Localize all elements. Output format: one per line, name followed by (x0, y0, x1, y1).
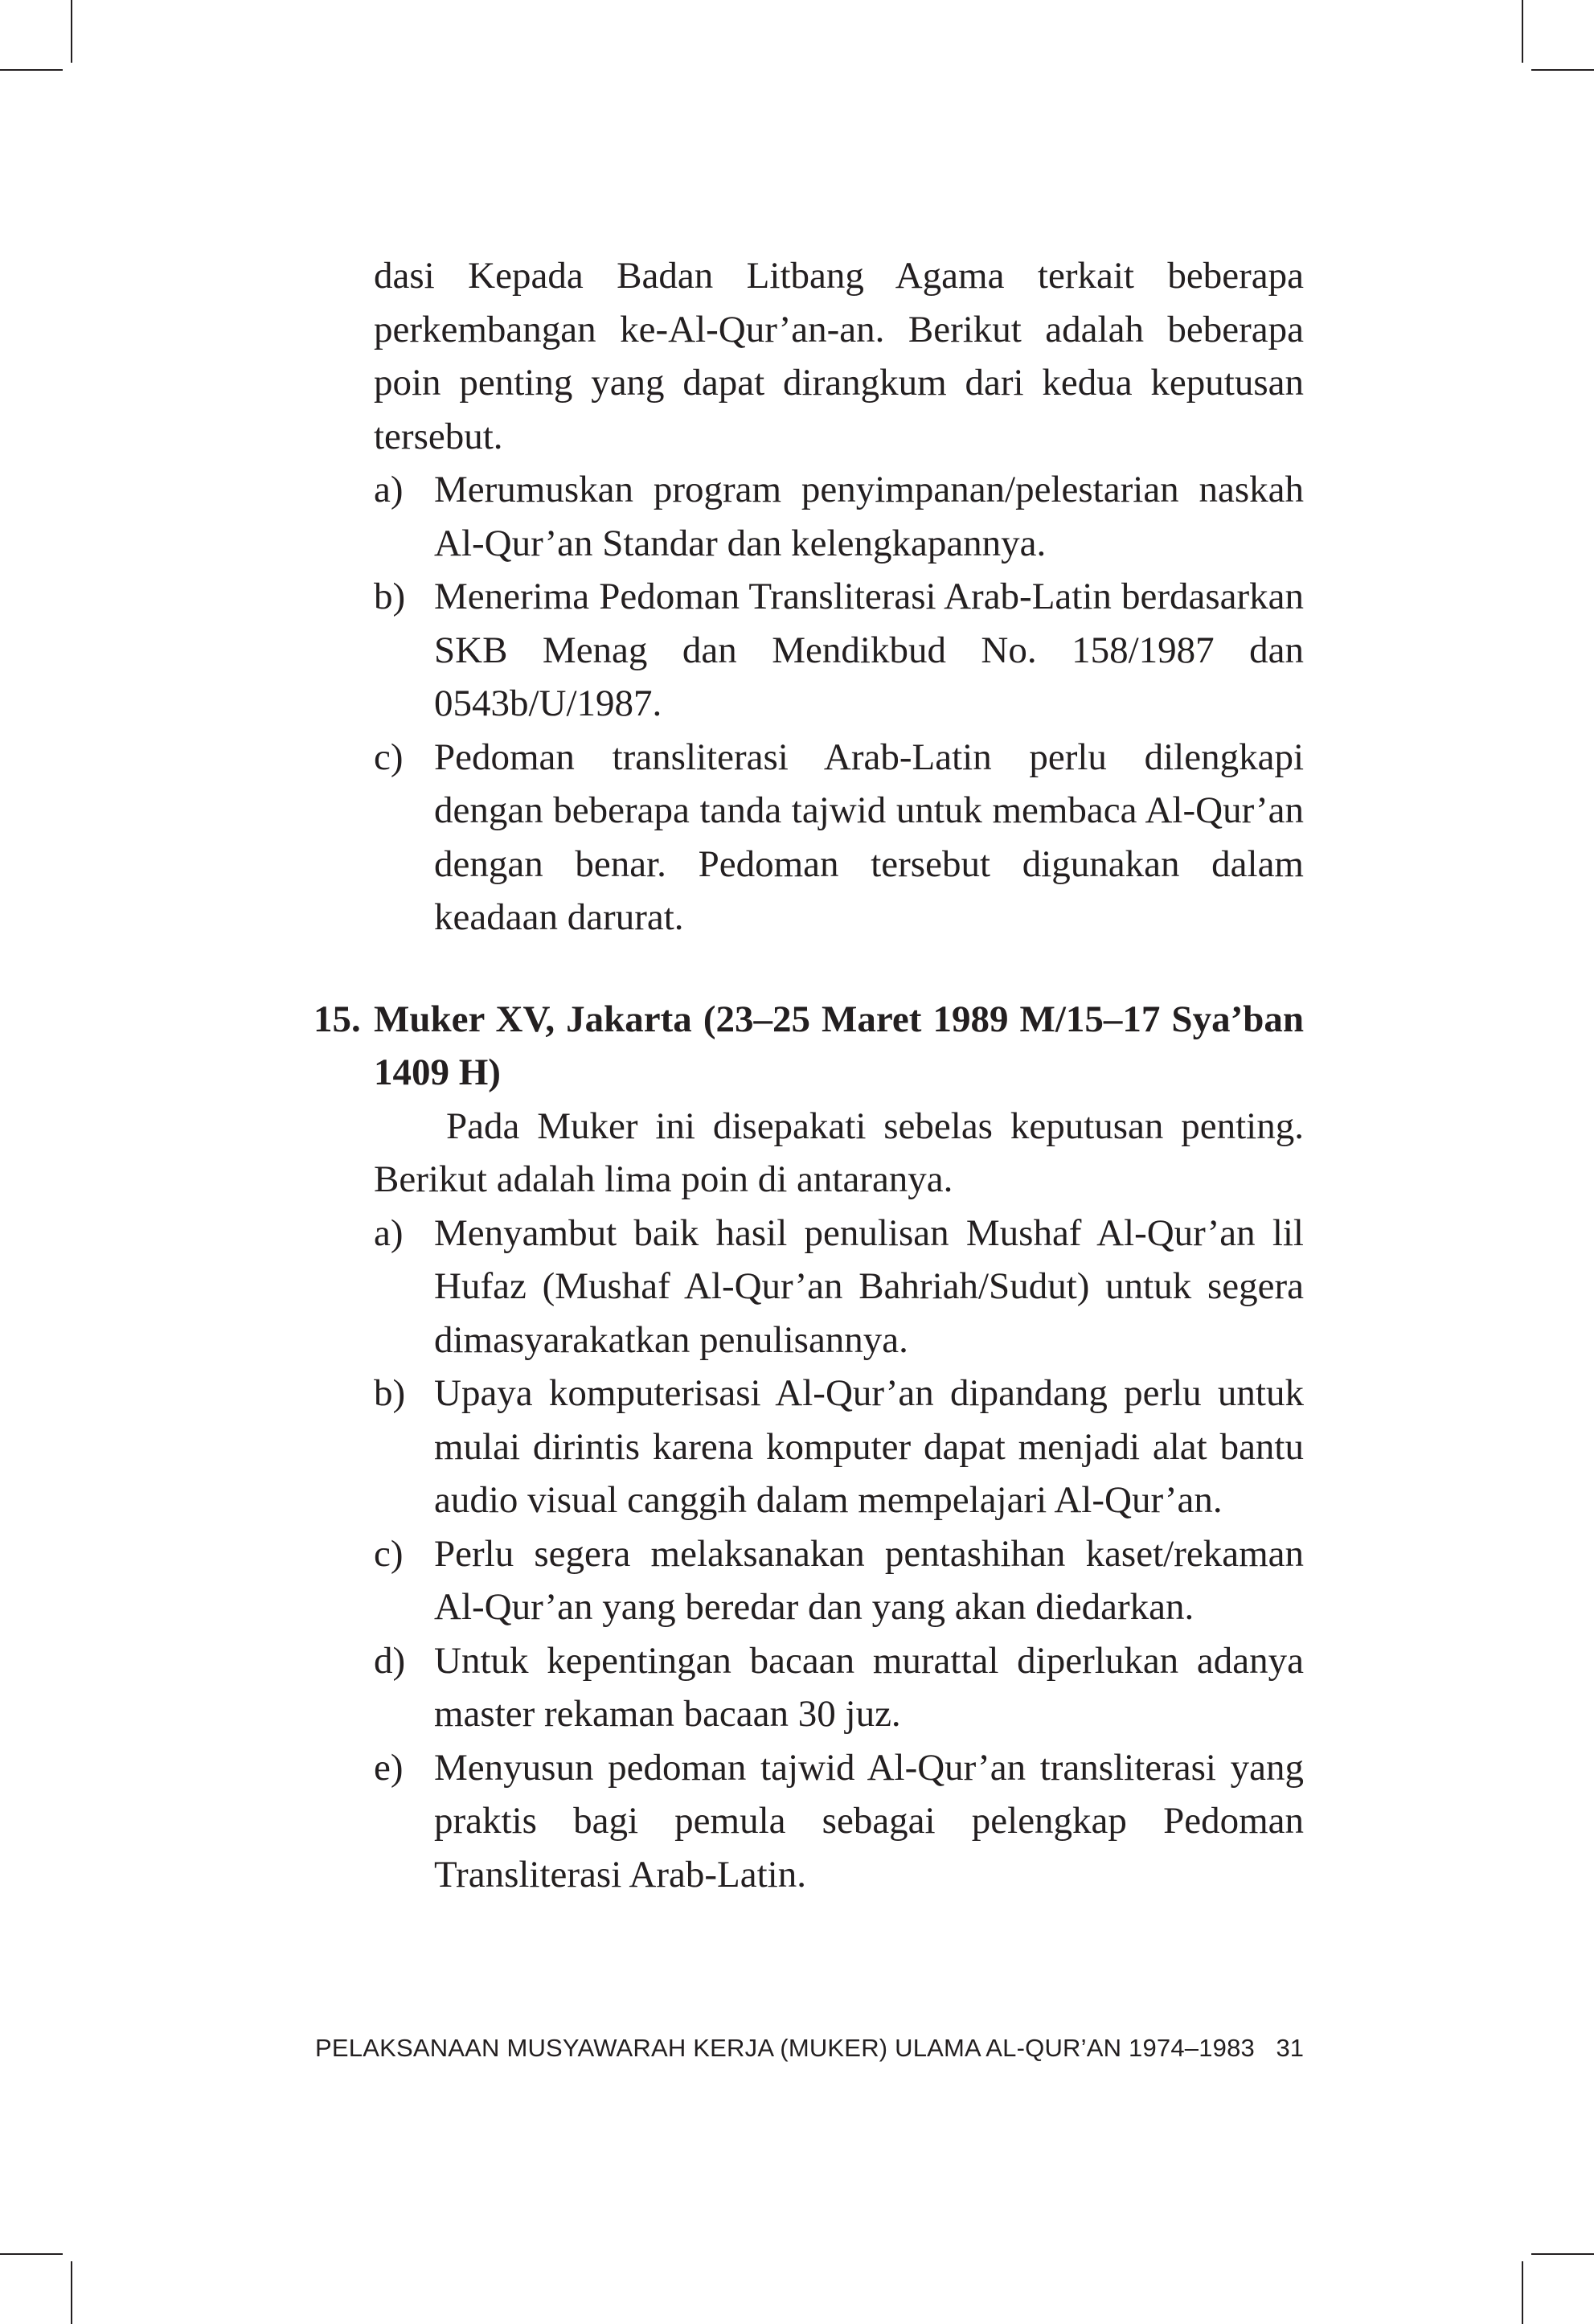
section-heading (313, 993, 1304, 1100)
crop-mark-top-left-h (0, 69, 63, 71)
section-number: 15. (313, 998, 361, 1040)
decision-list-muker-xv (374, 1207, 1304, 1902)
list-item (374, 1741, 1304, 1902)
list-item-text: Merumuskan program penyimpanan/pelestarian naskah Al-Qur’an Standar dan kelengkapannya. (434, 469, 1304, 564)
crop-mark-top-right (1522, 0, 1523, 63)
list-marker: c) (374, 736, 404, 778)
list-item-text: Pedoman transliterasi Arab-Latin perlu dilengkapi dengan beberapa tanda tajwid untuk membaca Al-Qur’an dengan benar. Pedoman tersebut digunakan dalam keadaan darurat. (434, 736, 1304, 938)
list-marker: b) (374, 576, 406, 617)
list-marker: a) (374, 1211, 404, 1254)
crop-mark-top-right-h (1531, 69, 1594, 71)
page-number: 31 (1276, 2034, 1304, 2062)
list-item-text: Menyusun pedoman tajwid Al-Qur’an transliterasi yang praktis bagi pemula sebagai pelengkap Pedoman Transliterasi Arab-Latin. (434, 1746, 1304, 1896)
list-item-text: Upaya komputerisasi Al-Qur’an dipandang perlu untuk mulai dirintis karena komputer dapat menjadi alat bantu audio visual canggih dalam mempelajari Al-Qur’an. (434, 1372, 1304, 1521)
section-muker-xv (313, 993, 1304, 1902)
list-marker: e) (374, 1746, 404, 1789)
list-item (374, 731, 1304, 945)
crop-mark-bottom-right (1522, 2261, 1523, 2324)
list-marker: c) (374, 1532, 404, 1575)
list-item-text: Menyambut baik hasil penulisan Mushaf Al-Qur’an lil Hufaz (Mushaf Al-Qur’an Bahriah/Sudut) untuk segera dimasyarakatkan penulisannya. (434, 1211, 1304, 1361)
crop-mark-bottom-right-h (1531, 2253, 1594, 2255)
list-item (374, 1207, 1304, 1367)
list-item (374, 1367, 1304, 1527)
crop-mark-top-left (71, 0, 72, 63)
intro-paragraph: dasi Kepada Badan Litbang Agama terkait beberapa perkembangan ke-Al-Qur’an-an. Berikut adalah beberapa poin penting yang dapat dirangkum dari kedua keputusan tersebut. (374, 255, 1304, 457)
decision-list-previous (374, 463, 1304, 945)
list-marker: d) (374, 1639, 406, 1682)
list-item (374, 570, 1304, 731)
list-item (374, 1634, 1304, 1741)
list-item-text: Untuk kepentingan bacaan murattal diperlukan adanya master rekaman bacaan 30 juz. (434, 1639, 1304, 1735)
list-item (374, 463, 1304, 570)
list-item (374, 1527, 1304, 1634)
section-title: Muker XV, Jakarta (23–25 Maret 1989 M/15–17 Sya’ban 1409 H) (374, 998, 1304, 1093)
list-item-text: Menerima Pedoman Transliterasi Arab-Latin berdasarkan SKB Menag dan Mendikbud No. 158/1987 dan 0543b/U/1987. (434, 576, 1304, 724)
list-marker: a) (374, 469, 404, 510)
list-item-text: Perlu segera melaksanakan pentashihan kaset/rekaman Al-Qur’an yang beredar dan yang akan diedarkan. (434, 1532, 1304, 1628)
section-intro: Pada Muker ini disepakati sebelas keputusan penting. Berikut adalah lima poin di antaranya. (374, 1105, 1304, 1200)
page-footer (315, 2034, 1304, 2082)
running-title: PELAKSANAAN MUSYAWARAH KERJA (MUKER) ULAMA AL-QUR’AN 1974–1983 (315, 2034, 1255, 2062)
page-body (313, 249, 1304, 1901)
list-marker: b) (374, 1372, 406, 1414)
crop-mark-bottom-left (71, 2261, 72, 2324)
crop-mark-bottom-left-h (0, 2253, 63, 2255)
